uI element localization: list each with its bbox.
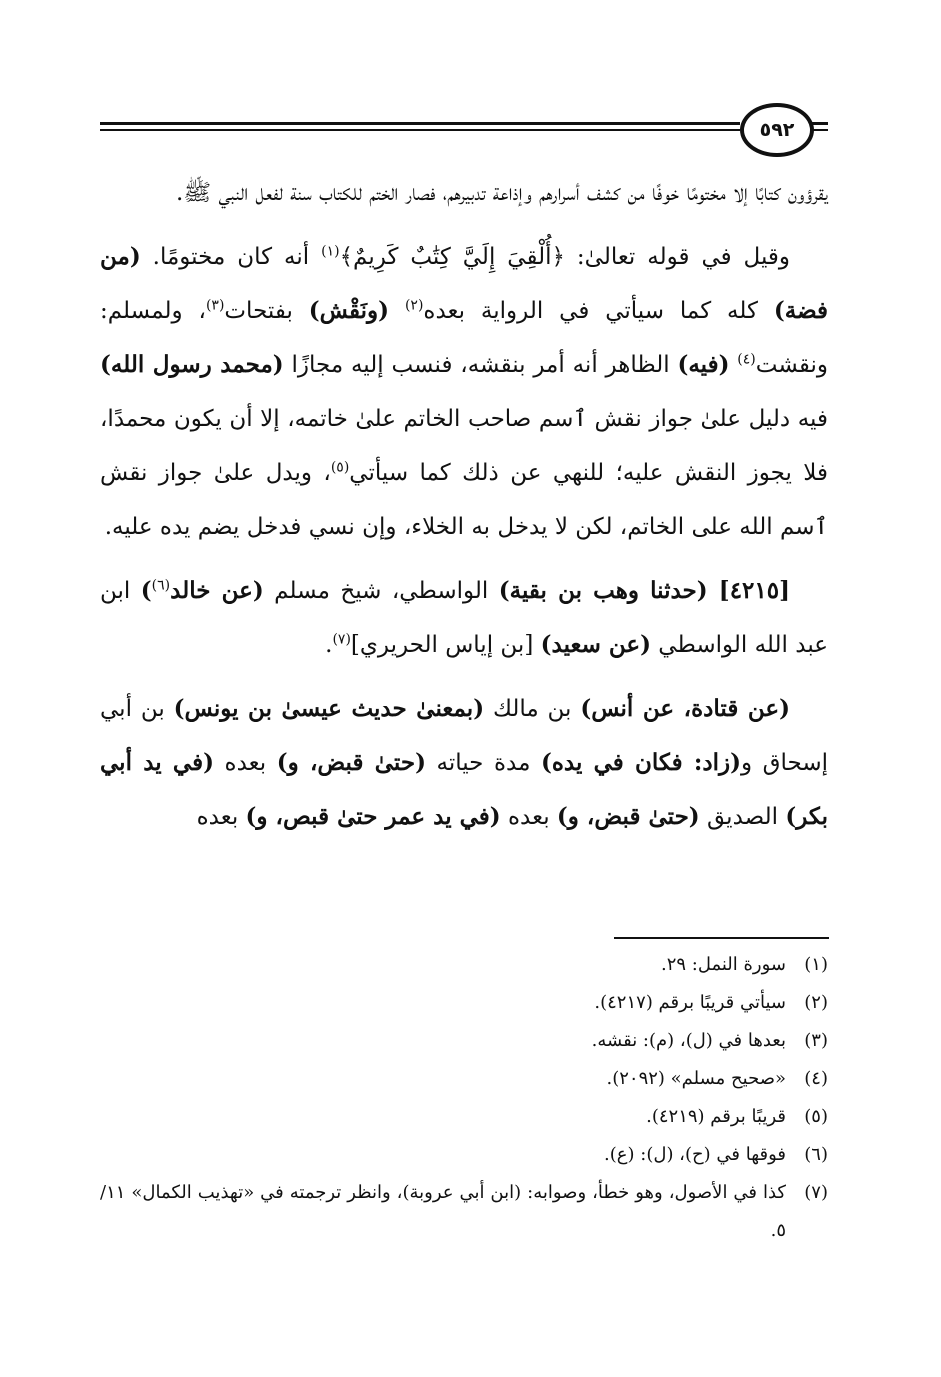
footnote-number: (١) xyxy=(804,954,828,975)
bold-phrase: (في يد عمر حتىٰ قبص، و) xyxy=(245,803,501,830)
text-span: بفتحات xyxy=(224,298,309,324)
text-span: كله كما سيأتي في الرواية بعده xyxy=(423,298,774,324)
footnote-item xyxy=(100,1022,828,1060)
bold-phrase: (محمد رسول الله) xyxy=(100,351,284,378)
text-span: الصديق xyxy=(699,804,786,830)
header-rule xyxy=(100,129,740,131)
footnote-number: (٣) xyxy=(804,1030,828,1051)
bold-phrase: (ونَقْش) xyxy=(308,297,390,324)
text-span: وقيل في قوله تعالىٰ: ﴿أُلْقِيَ إِلَيَّ كِتَٰبٌ كَرِيمٌ﴾ xyxy=(339,244,791,270)
footnote-text: «صحيح مسلم» (٢٠٩٢). xyxy=(606,1068,786,1089)
footnote-text: قريبًا برقم (٤٢١٩). xyxy=(646,1106,786,1127)
footnote-ref[interactable]: (٧) xyxy=(332,631,351,648)
footnote-ref[interactable]: (٤) xyxy=(737,351,756,368)
footnote-ref[interactable]: (١) xyxy=(321,243,340,260)
footnote-number: (٥) xyxy=(804,1106,828,1127)
text-span: الواسطي، شيخ مسلم xyxy=(263,578,499,604)
bold-phrase: (حتىٰ قبض، و) xyxy=(556,803,700,830)
footnote-ref[interactable]: (٥) xyxy=(330,459,350,476)
footnote-item xyxy=(100,1136,828,1174)
text-span: ، ويدل علىٰ جواز نقش ٱسم الله على الخاتم، لكن لا يدخل به الخلاء، وإن نسي فدخل يضم يده عليه. xyxy=(100,460,828,540)
footnote-text: كذا في الأصول، وهو خطأ، وصوابه: (ابن أبي عروبة)، وانظر ترجمته في «تهذيب الكمال» ١١/ ٥. xyxy=(100,1182,786,1241)
footnote-text: سيأتي قريبًا برقم (٤٢١٧). xyxy=(594,992,786,1013)
text-span: بن مالك xyxy=(484,696,581,722)
footnotes xyxy=(100,946,828,1250)
text-span: بعده xyxy=(196,804,246,830)
footnote-ref[interactable]: (٢) xyxy=(404,297,424,314)
footnote-number: (٦) xyxy=(804,1144,828,1165)
footnote-item xyxy=(100,946,828,984)
bold-phrase: [٤٢١٥] (حدثنا وهب بن بقية) xyxy=(498,577,790,604)
footnote-text: فوقها في (ح)، (ل): (ع). xyxy=(604,1144,786,1165)
paragraph-1 xyxy=(100,166,828,220)
footnote-text: بعدها في (ل)، (م): نقشه. xyxy=(591,1030,786,1051)
paragraph-2 xyxy=(100,230,828,554)
text-span: الظاهر أنه أمر بنقشه، فنسب إليه مجازًا xyxy=(283,352,678,378)
text-span: فيه دليل علىٰ جواز نقش ٱسم صاحب الخاتم علىٰ خاتمه، إلا أن يكون محمدًا، فلا يجوز النقش عليه؛ للنهي عن ذلك كما سيأتي xyxy=(100,406,828,486)
bold-phrase: (بمعنىٰ حديث عيسىٰ بن يونس) xyxy=(173,695,485,722)
bold-phrase: (عن سعيد) xyxy=(540,631,651,658)
bold-phrase: (فيه) xyxy=(677,351,730,378)
text-span: بن أبي إسحاق و xyxy=(100,696,829,776)
footnote-separator xyxy=(614,937,829,939)
main-text xyxy=(100,166,828,844)
text-span: أنه كان مختومًا. xyxy=(140,244,322,270)
text-span: ابن عبد الله الواسطي xyxy=(100,578,828,658)
bold-phrase: (زاد: فكان في يده) xyxy=(540,749,741,776)
footnote-number: (٢) xyxy=(804,992,828,1013)
text-span: بعده xyxy=(213,750,277,776)
footnote-ref[interactable]: (٣) xyxy=(205,297,225,314)
footnote-item xyxy=(100,1174,828,1250)
paragraph-4 xyxy=(100,682,828,844)
text-span: . xyxy=(325,632,333,658)
text-span: [بن إياس الحريري] xyxy=(350,632,541,658)
footnote-number: (٧) xyxy=(804,1182,828,1203)
text-span: ، ولمسلم: ونقشت xyxy=(100,298,829,378)
page-number: ٥٩٢ xyxy=(740,103,814,157)
footnote-number: (٤) xyxy=(804,1068,828,1089)
bold-phrase: (من فضة) xyxy=(100,243,829,324)
footnote-item xyxy=(100,984,828,1022)
footnote-item xyxy=(100,1060,828,1098)
footnote-ref[interactable]: (٦) xyxy=(151,577,171,594)
bold-phrase: (حتىٰ قبض، و) xyxy=(276,749,426,776)
page-header xyxy=(100,100,828,160)
footnote-item xyxy=(100,1098,828,1136)
bold-phrase: (في يد أبي بكر) xyxy=(100,749,828,830)
text-span: بعده xyxy=(500,804,557,830)
bold-phrase: ) xyxy=(140,577,152,604)
bold-phrase: (عن خالد xyxy=(170,577,264,604)
text-span: مدة حياته xyxy=(425,750,541,776)
footnote-text: سورة النمل: ٢٩. xyxy=(660,954,786,975)
bold-phrase: (عن قتادة، عن أنس) xyxy=(580,695,790,722)
header-rule xyxy=(100,122,740,125)
text-span: يقرؤون كتابًا إلا مختومًا خوفًا من كشف أسرارهم وإذاعة تدبيرهم، فصار الختم للكتاب سنة لفعل النبي ﷺ. xyxy=(176,180,828,206)
text-span xyxy=(389,298,405,324)
paragraph-3 xyxy=(100,564,828,672)
